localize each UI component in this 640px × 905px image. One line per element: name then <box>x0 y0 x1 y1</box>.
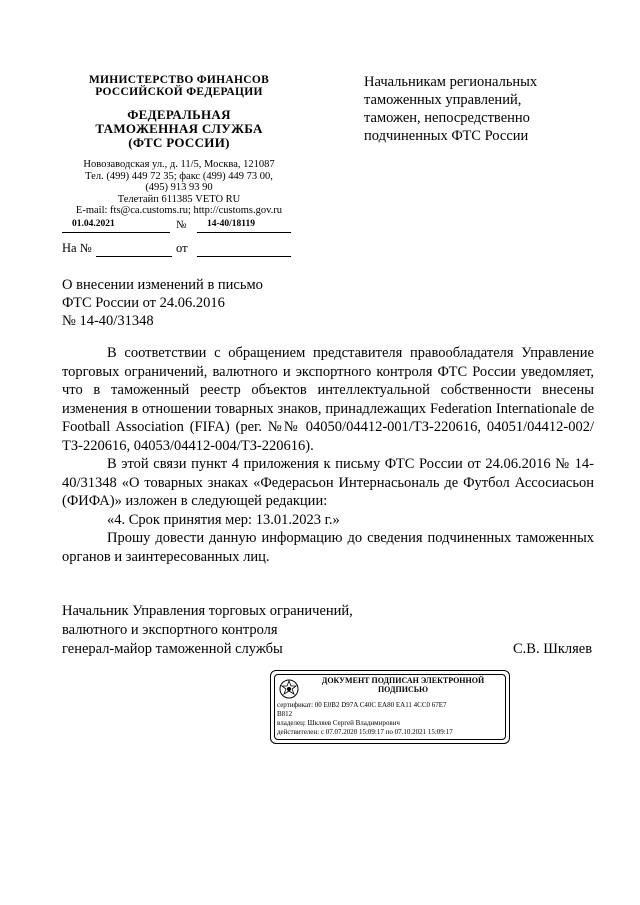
signatory-line-3: генерал-майор таможенной службы <box>62 641 283 657</box>
signatory-line-2: валютного и экспортного контроля <box>62 622 278 638</box>
letter-number: 14-40/18119 <box>197 219 291 233</box>
addressee-line-2: таможенных управлений, <box>364 92 522 108</box>
addressee-line-1: Начальникам региональных <box>364 74 538 90</box>
stamp-certificate-line-2: B812 <box>277 710 293 718</box>
stamp-title-line-1: ДОКУМЕНТ ПОДПИСАН ЭЛЕКТРОННОЙ <box>321 676 485 685</box>
e-signature-stamp <box>270 670 510 744</box>
reply-from-label: от <box>176 241 188 255</box>
address-line-3: (495) 913 93 90 <box>145 182 213 193</box>
service-line-3: (ФТС РОССИИ) <box>128 135 230 150</box>
reply-label: На № <box>62 241 92 255</box>
address-line-4: Телетайп 611385 VETO RU <box>117 193 241 205</box>
subject-block <box>62 276 322 330</box>
body-paragraph-4: Прошу довести данную информацию до сведения подчиненных таможенных органов и заинтересованных лиц. <box>62 530 594 565</box>
addressee-line-3: таможен, непосредственно <box>364 110 530 126</box>
stamp-certificate-line-1: сертификат: 00 E0B2 D97A C40C EA80 EA11 4CC0 67E7 <box>277 701 447 709</box>
reply-number-blank <box>96 242 172 257</box>
address-line-5: E-mail: fts@ca.customs.ru; http://customs.gov.ru <box>75 205 283 216</box>
ministry-line-1: МИНИСТЕРСТВО ФИНАНСОВ <box>88 74 270 86</box>
stamp-title-line-2: ПОДПИСЬЮ <box>377 685 429 694</box>
body-paragraph-2: В этой связи пункт 4 приложения к письму ФТС России от 24.06.2016 № 14-40/31348 «О товарных знаках «Федерасьон Интернасьональ де Футбол Ассосиасьон (ФИФА)» изложен в следующей редакции: <box>62 456 594 509</box>
address-line-1: Новозаводская ул., д. 11/5, Москва, 121087 <box>83 159 275 170</box>
letter-number-label: № <box>176 219 187 231</box>
service-line-1: ФЕДЕРАЛЬНАЯ <box>127 107 231 122</box>
address-line-2: Тел. (499) 449 72 35; факс (499) 449 73 00, <box>85 170 273 182</box>
ministry-line-2: РОССИЙСКОЙ ФЕДЕРАЦИИ <box>95 86 263 98</box>
signatory-line-1: Начальник Управления торговых ограничений, <box>62 603 353 619</box>
e-signature-stamp-frame <box>274 674 506 740</box>
signatory-name: С.В. Шкляев <box>513 641 593 657</box>
stamp-validity: действителен: с 07.07.2020 15:09:17 по 07.10.2021 15:09:17 <box>277 728 453 736</box>
emblem-icon <box>278 677 300 701</box>
body-paragraph-1: В соответствии с обращением представителя правообладателя Управление торговых ограничений, валютного и экспортного контроля ФТС России уведомляет, что в таможенный реестр объектов интеллектуальной собственности внесены изменения в отношении товарных знаков, принадлежащих Federation Internationale de Football Association (FIFA) (рег. №№ 04050/04412-001/ТЗ-220616, 04051/04412-002/ТЗ-220616, 04053/04412-004/ТЗ-220616). <box>62 345 594 454</box>
letter-date: 01.04.2021 <box>62 219 170 233</box>
addressee-block <box>364 73 614 145</box>
subject-line-1: О внесении изменений в письмо <box>62 277 263 293</box>
signatory-title <box>62 602 422 659</box>
stamp-owner: владелец: Шкляев Сергей Владимирович <box>277 719 400 727</box>
subject-line-2: ФТС России от 24.06.2016 <box>62 295 225 311</box>
letter-body <box>62 344 594 566</box>
addressee-line-4: подчиненных ФТС России <box>364 128 529 144</box>
reply-date-blank <box>197 242 291 257</box>
service-line-2: ТАМОЖЕННАЯ СЛУЖБА <box>95 121 263 136</box>
subject-line-3: № 14-40/31348 <box>62 313 154 329</box>
body-paragraph-3: «4. Срок принятия мер: 13.01.2023 г.» <box>107 511 340 528</box>
letterhead <box>55 74 303 217</box>
